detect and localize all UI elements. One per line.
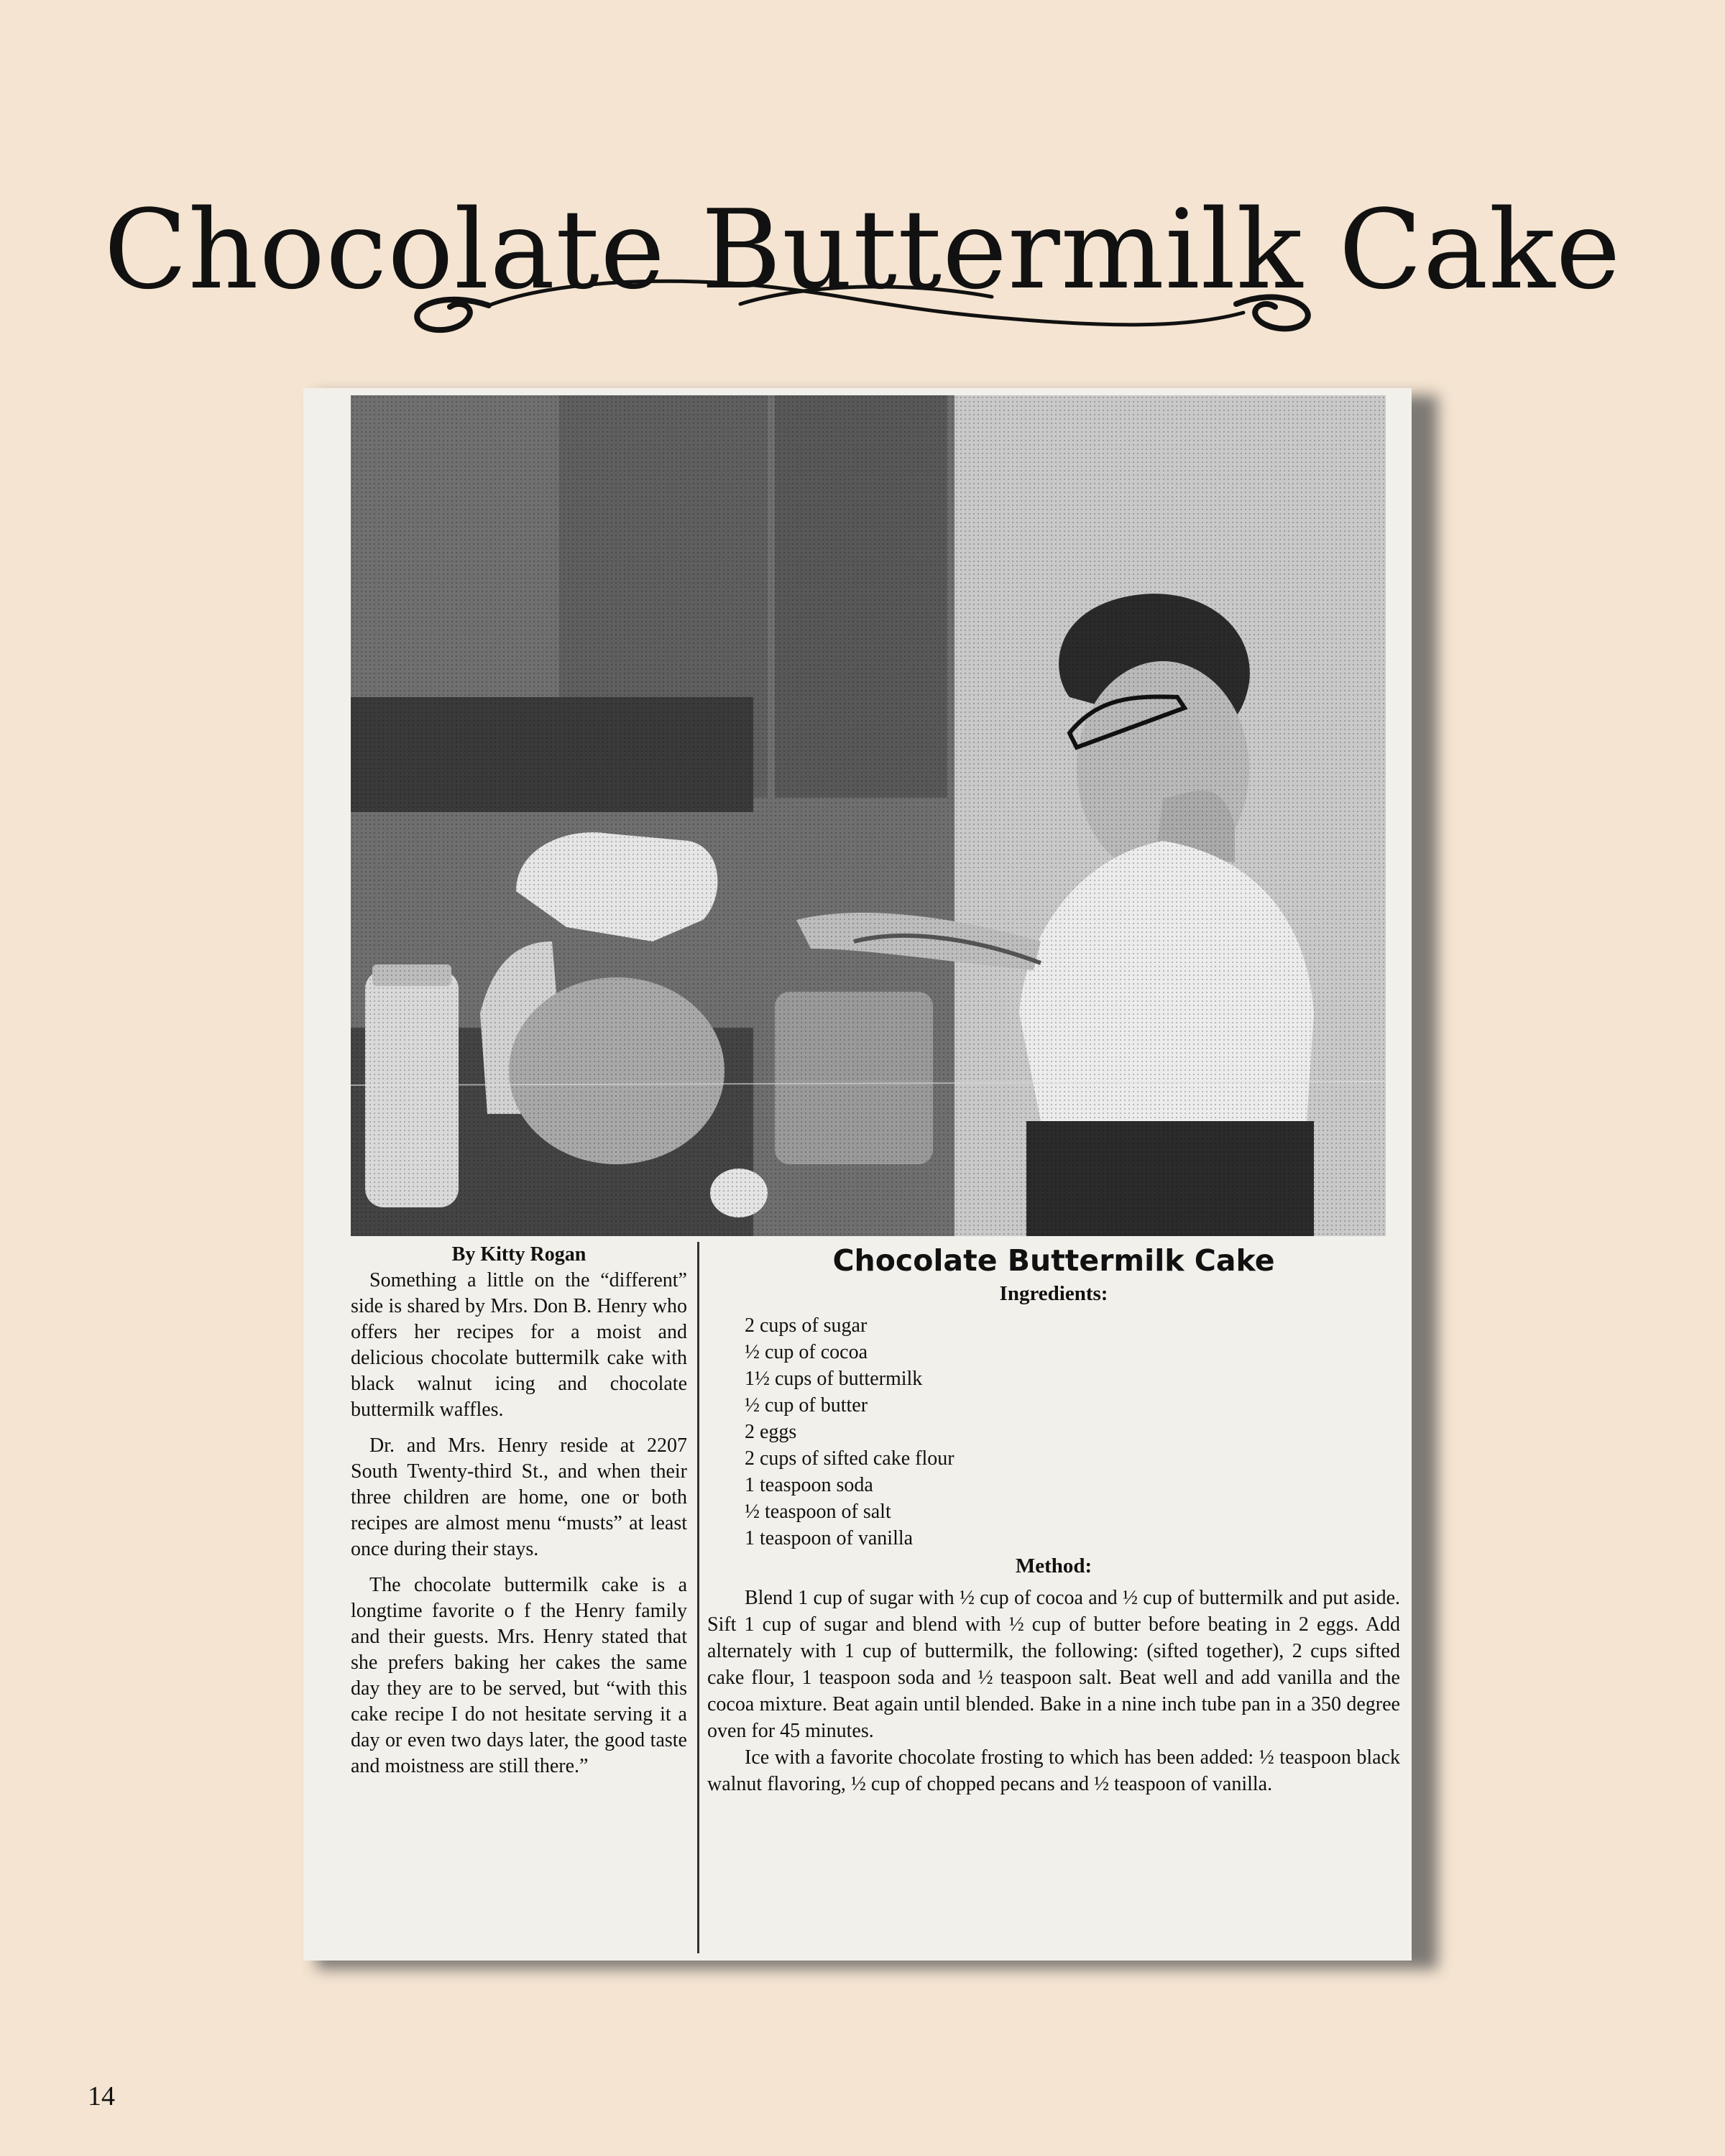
ingredients-list xyxy=(707,1312,1400,1552)
ingredient-item: 1 teaspoon of vanilla xyxy=(745,1527,914,1549)
ingredient-item: 2 cups of sugar xyxy=(745,1314,868,1337)
ingredient-item: ½ teaspoon of salt xyxy=(745,1501,891,1523)
method-paragraph: Ice with a favorite chocolate frosting to which has been added: ½ teaspoon black walnut flavoring, ½ cup of chopped pecans and ½ teaspoon of vanilla. xyxy=(707,1746,1400,1795)
story-column xyxy=(351,1242,687,1789)
page-number: 14 xyxy=(88,2081,115,2111)
ingredient-item: ½ cup of cocoa xyxy=(745,1341,868,1363)
ingredients-heading: Ingredients: xyxy=(999,1282,1108,1305)
method-paragraph: Blend 1 cup of sugar with ½ cup of cocoa and ½ cup of buttermilk and put aside. Sift 1 cup of sugar and blend with ½ cup of butter before beating in 2 eggs. Add alternately with 1 cup of buttermilk, the following: (sifted together), 2 cups sifted cake flour, 1 teaspoon soda and ½ teaspoon salt. Beat well and add vanilla and the cocoa mixture. Beat again until blended. Bake in a nine inch tube pan in a 350 degree oven for 45 minutes. xyxy=(707,1587,1400,1742)
story-paragraph: Something a little on the “different” side is shared by Mrs. Don B. Henry who offers her recipes for a moist and delicious chocolate buttermilk cake with black walnut icing and chocolate buttermilk waffles. xyxy=(351,1269,687,1421)
ingredient-item: 2 cups of sifted cake flour xyxy=(745,1447,954,1470)
column-divider xyxy=(697,1242,699,1953)
page-title: Chocolate Buttermilk Cake xyxy=(104,185,1622,313)
byline: By Kitty Rogan xyxy=(451,1243,586,1266)
article-area xyxy=(351,1236,1400,1955)
decorative-flourish xyxy=(402,262,1322,341)
story-paragraph: Dr. and Mrs. Henry reside at 2207 South Twenty-third St., and when their three children are home, one or both recipes are almost menu “musts” at least once during their stays. xyxy=(351,1434,687,1560)
story-paragraph: The chocolate buttermilk cake is a longtime favorite o f the Henry family and their guests. Mrs. Henry stated that she prefers baking her cakes the same day they are to be served, but “with this cake recipe I do not hesitate serving it a day or even two days later, the good taste and moistness are still there.” xyxy=(351,1574,687,1777)
kitchen-photo xyxy=(351,395,1386,1236)
ingredient-item: ½ cup of butter xyxy=(745,1394,868,1416)
recipe-column xyxy=(707,1242,1400,1797)
ingredient-item: 1½ cups of buttermilk xyxy=(745,1368,923,1390)
ingredient-item: 1 teaspoon soda xyxy=(745,1474,873,1496)
recipe-title: Chocolate Buttermilk Cake xyxy=(832,1243,1275,1278)
method-heading: Method: xyxy=(1015,1554,1092,1577)
ingredient-item: 2 eggs xyxy=(745,1421,797,1443)
newspaper-clipping xyxy=(303,388,1412,1961)
